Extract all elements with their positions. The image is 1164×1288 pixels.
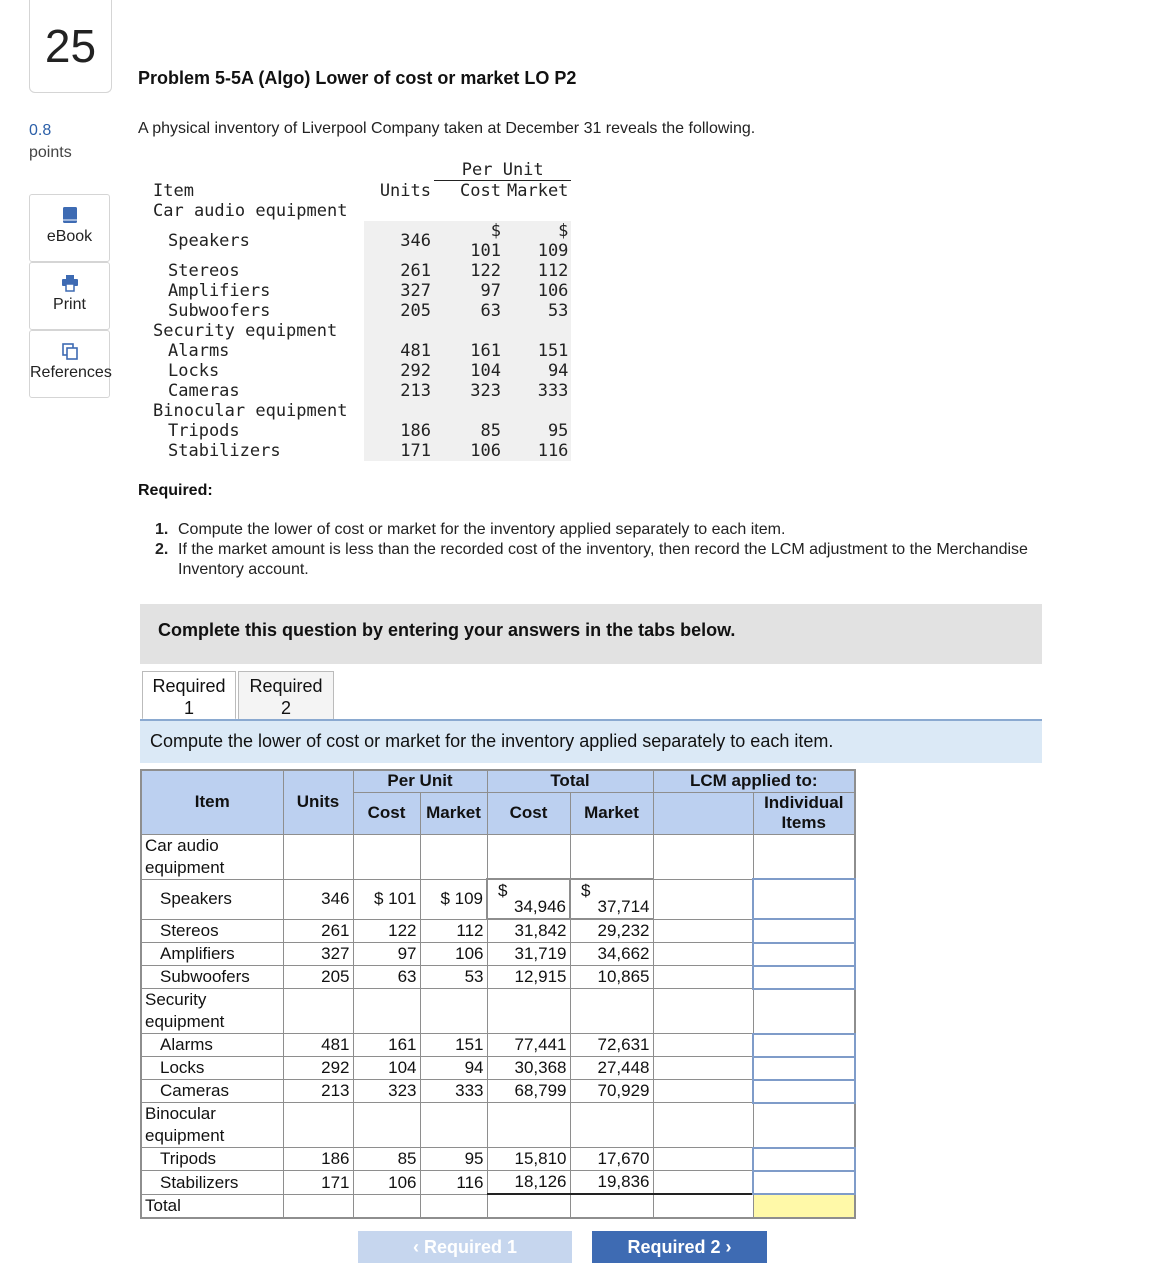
table-row: Tripods 186 85 95 15,810 17,670 (141, 1148, 855, 1171)
inventory-table (150, 160, 571, 461)
group-name: Car audio equipment (153, 201, 348, 221)
print-button[interactable] (29, 262, 110, 330)
inventory-row: Cameras 213 323 333 (150, 381, 571, 401)
lcm-input[interactable] (753, 1034, 855, 1057)
market-col-header: Market (420, 792, 487, 834)
table-row: Amplifiers 327 97 106 31,719 34,662 (141, 943, 855, 966)
required-item: 2. If the market amount is less than the recorded cost of the inventory, then record the LCM adjustment to the Merchandise Inventory account. (155, 541, 1028, 578)
group-label: Binocular equipment (141, 1103, 283, 1148)
total-market-value: 37,714 (597, 897, 650, 916)
printer-icon (61, 274, 79, 292)
item-col-header: Item (141, 770, 283, 834)
required-list (155, 520, 1035, 580)
group-label: Security equipment (141, 989, 283, 1034)
inventory-row: Alarms 481 161 151 (150, 341, 571, 361)
book-icon (61, 206, 79, 224)
table-row: Alarms 481 161 151 77,441 72,631 (141, 1034, 855, 1057)
inventory-row: Speakers 346 $ 101 $ 109 (150, 221, 571, 261)
prev-required-1-button[interactable]: ‹ Required 1 (358, 1231, 572, 1263)
total-cost-col-header: Cost (487, 792, 570, 834)
lcm-input[interactable] (753, 1057, 855, 1080)
question-number: 25 (29, 0, 112, 93)
inventory-row: Amplifiers 327 97 106 (150, 281, 571, 301)
total-row (141, 1194, 855, 1218)
instructions-banner: Complete this question by entering your answers in the tabs below. (140, 604, 1042, 664)
inventory-row: Subwoofers 205 63 53 (150, 301, 571, 321)
problem-intro: A physical inventory of Liverpool Company taken at December 31 reveals the following. (138, 120, 756, 137)
group-name: Binocular equipment (150, 401, 364, 421)
ebook-button[interactable] (29, 194, 110, 262)
total-cost-value: 34,946 (514, 897, 566, 916)
copy-icon (61, 342, 79, 360)
points-value: 0.8 (29, 122, 52, 139)
lcm-input[interactable] (753, 1080, 855, 1103)
individual-items-col-header: Individual Items (753, 792, 855, 834)
total-market-col-header: Market (570, 792, 653, 834)
print-label: Print (53, 296, 86, 313)
total-lcm-input[interactable] (753, 1194, 855, 1218)
chevron-left-icon: ‹ (412, 1237, 419, 1257)
table-row: Cameras 213 323 333 68,799 70,929 (141, 1080, 855, 1103)
units-header: Units (379, 181, 431, 201)
table-row: Stereos 261 122 112 31,842 29,232 (141, 919, 855, 943)
ebook-label: eBook (46, 228, 93, 245)
references-button[interactable] (29, 330, 110, 398)
lcm-answer-table (140, 769, 856, 1219)
group-label: Car audio equipment (141, 834, 283, 879)
tab-required-1[interactable]: Required 1 (142, 671, 236, 720)
required-heading: Required: (138, 482, 213, 499)
lcm-input[interactable] (753, 1171, 855, 1195)
group-name: Security equipment (150, 321, 364, 341)
points (29, 120, 72, 164)
inventory-row: Locks 292 104 94 (150, 361, 571, 381)
cost-header: Cost (460, 181, 501, 201)
required-item: 1. Compute the lower of cost or market for the inventory applied separately to each item. (155, 521, 786, 538)
total-label: Total (141, 1194, 283, 1218)
inventory-row: Stabilizers 171 106 116 (150, 441, 571, 461)
lcm-input[interactable] (753, 879, 855, 919)
problem-title: Problem 5-5A (Algo) Lower of cost or market LO P2 (138, 68, 577, 88)
tab-required-2[interactable]: Required 2 (238, 671, 334, 720)
table-row: Subwoofers 205 63 53 12,915 10,865 (141, 966, 855, 989)
tab-instruction: Compute the lower of cost or market for the inventory applied separately to each item. (140, 721, 1042, 763)
market-header: Market (507, 181, 569, 201)
lcm-input[interactable] (753, 1148, 855, 1171)
points-label: points (29, 144, 72, 161)
lcm-input[interactable] (753, 943, 855, 966)
lcm-input[interactable] (753, 919, 855, 943)
total-col-header: Total (487, 770, 653, 792)
inventory-row: Stereos 261 122 112 (150, 261, 571, 281)
per-unit-col-header: Per Unit (353, 770, 487, 792)
table-row: Speakers 346 $ 101 $ 109 $ 34,946 $ 37,714 (141, 879, 855, 919)
lcm-input[interactable] (753, 966, 855, 989)
cost-col-header: Cost (353, 792, 420, 834)
units-col-header: Units (283, 770, 353, 834)
chevron-right-icon: › (725, 1237, 732, 1257)
table-row: Stabilizers 171 106 116 18,126 19,836 (141, 1171, 855, 1195)
table-row: Locks 292 104 94 30,368 27,448 (141, 1057, 855, 1080)
inventory-row: Tripods 186 85 95 (150, 421, 571, 441)
next-required-2-button[interactable]: Required 2 › (592, 1231, 767, 1263)
item-header: Item (153, 181, 194, 201)
per-unit-header: Per Unit (434, 160, 571, 181)
lcm-col-header: LCM applied to: (653, 770, 855, 792)
references-label: References (30, 364, 112, 381)
